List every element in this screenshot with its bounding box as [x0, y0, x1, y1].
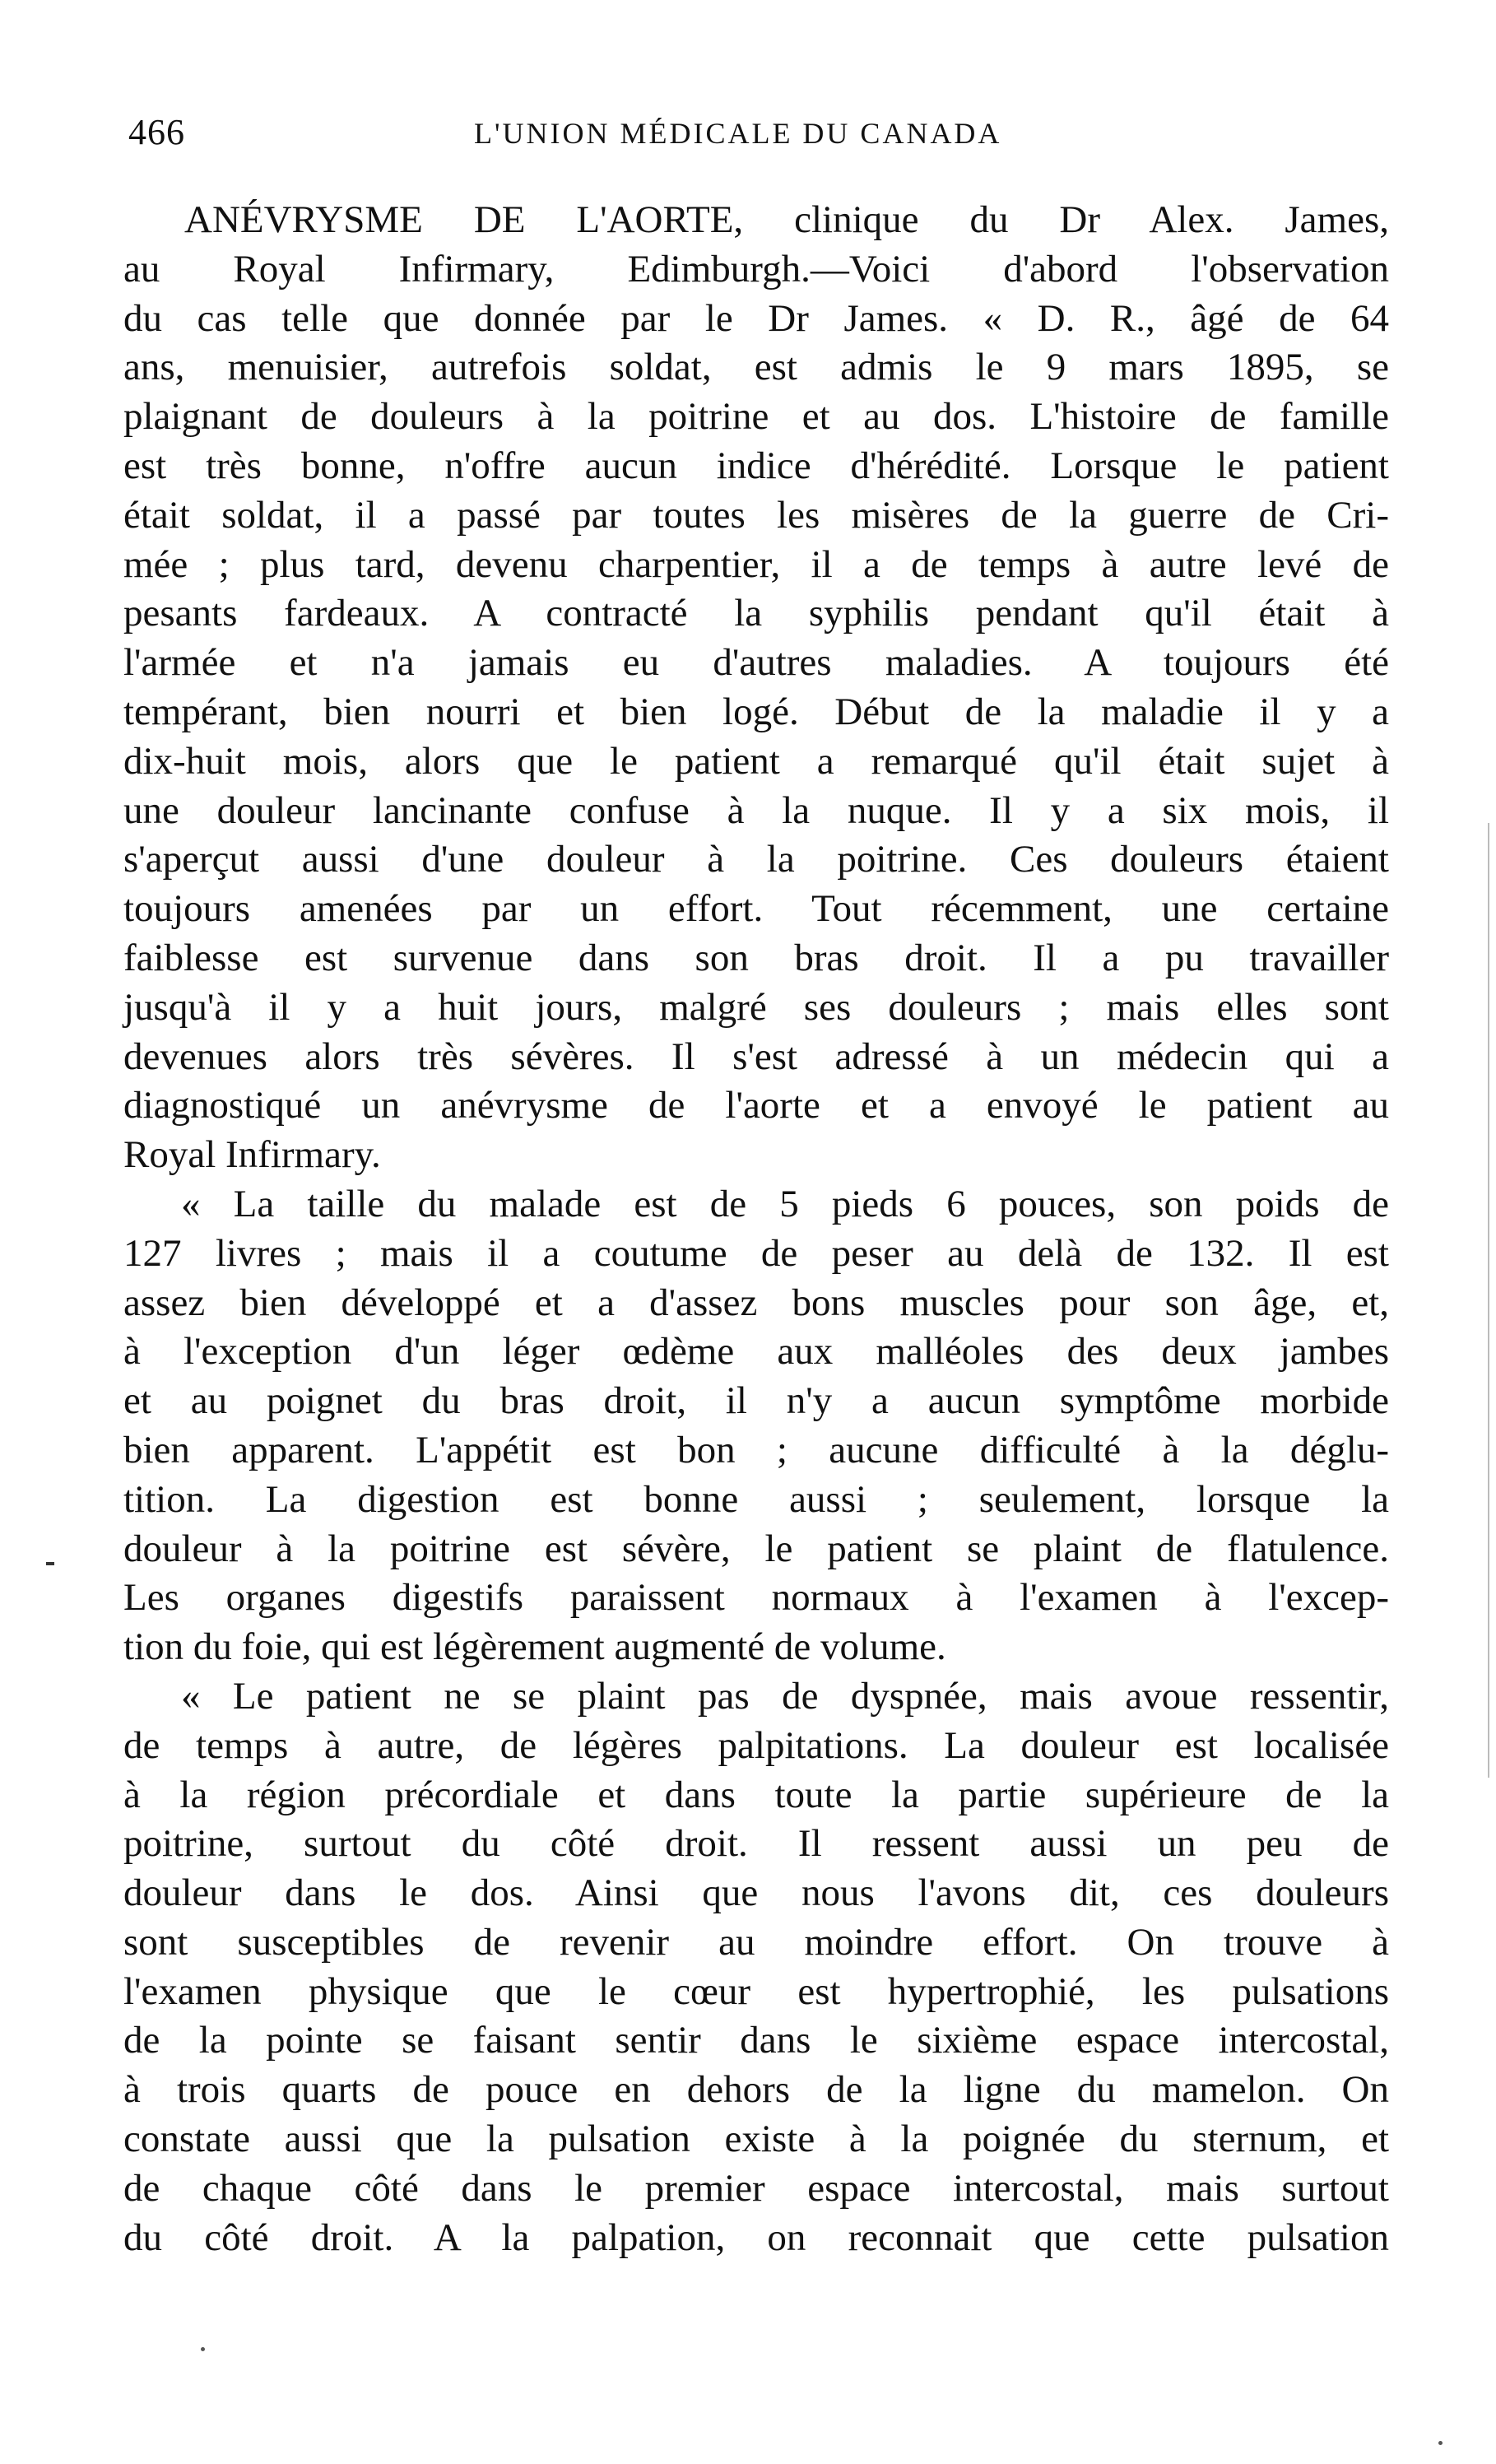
text-line: au Royal Infirmary, Edimburgh.—Voici d'abord l'observation: [123, 247, 1389, 291]
text-line: ans, menuisier, autrefois soldat, est admis le 9 mars 1895, se: [123, 346, 1389, 389]
text-line: Les organes digestifs paraissent normaux à l'examen à l'excep-: [123, 1576, 1389, 1620]
text-line: jusqu'à il y a huit jours, malgré ses douleurs ; mais elles sont: [123, 985, 1389, 1029]
text-line: à la région précordiale et dans toute la partie supérieure de la: [123, 1773, 1389, 1816]
text-line: douleur dans le dos. Ainsi que nous l'avons dit, ces douleurs: [123, 1871, 1389, 1915]
text-line: et au poignet du bras droit, il n'y a aucun symptôme morbide: [123, 1379, 1389, 1423]
text-line: tion du foie, qui est légèrement augmenté de volume.: [123, 1625, 946, 1669]
margin-dash-mark: [46, 1562, 54, 1565]
text-line: du côté droit. A la palpation, on reconnait que cette pulsation: [123, 2215, 1389, 2259]
ink-speck: [1438, 2441, 1443, 2445]
text-line: de temps à autre, de légères palpitations. La douleur est localisée: [123, 1723, 1389, 1767]
running-head: L'UNION MÉDICALE DU CANADA: [474, 117, 1002, 150]
text-line: s'aperçut aussi d'une douleur à la poitrine. Ces douleurs étaient: [123, 838, 1389, 881]
text-line: constate aussi que la pulsation existe à la poignée du sternum, et: [123, 2118, 1389, 2161]
text-line: tition. La digestion est bonne aussi ; seulement, lorsque la: [123, 1477, 1389, 1521]
text-line: de la pointe se faisant sentir dans le sixième espace intercostal,: [123, 2019, 1389, 2062]
text-line: faiblesse est survenue dans son bras droit. Il a pu travailler: [123, 936, 1389, 979]
page-header: [128, 111, 1396, 160]
text-line: une douleur lancinante confuse à la nuque. Il y a six mois, il: [123, 788, 1389, 832]
text-line: « La taille du malade est de 5 pieds 6 pouces, son poids de: [181, 1182, 1389, 1225]
text-line: « Le patient ne se plaint pas de dyspnée, mais avoue ressentir,: [181, 1674, 1389, 1718]
text-line: à trois quarts de pouce en dehors de la ligne du mamelon. On: [123, 2068, 1389, 2112]
text-line: de chaque côté dans le premier espace intercostal, mais surtout: [123, 2166, 1389, 2210]
text-line: du cas telle que donnée par le Dr James. « D. R., âgé de 64: [123, 296, 1389, 340]
text-line: toujours amenées par un effort. Tout récemment, une certaine: [123, 887, 1389, 931]
text-line: pesants fardeaux. A contracté la syphilis pendant qu'il était à: [123, 592, 1389, 635]
text-line: douleur à la poitrine est sévère, le patient se plaint de flatulence.: [123, 1527, 1389, 1570]
text-line: poitrine, surtout du côté droit. Il ressent aussi un peu de: [123, 1822, 1389, 1866]
text-line: était soldat, il a passé par toutes les misères de la guerre de Cri-: [123, 493, 1389, 537]
text-line: ANÉVRYSME DE L'AORTE, clinique du Dr Alex. James,: [184, 198, 1389, 241]
article-body: [123, 196, 1389, 2262]
text-line: assez bien développé et a d'assez bons muscles pour son âge, et,: [123, 1281, 1389, 1324]
text-line: est très bonne, n'offre aucun indice d'hérédité. Lorsque le patient: [123, 444, 1389, 487]
text-line: bien apparent. L'appétit est bon ; aucune difficulté à la déglu-: [123, 1428, 1389, 1471]
ink-speck: [201, 2347, 205, 2351]
text-line: diagnostiqué un anévrysme de l'aorte et a envoyé le patient au: [123, 1084, 1389, 1127]
text-line: plaignant de douleurs à la poitrine et au dos. L'histoire de famille: [123, 395, 1389, 439]
text-line: dix-huit mois, alors que le patient a remarqué qu'il était sujet à: [123, 739, 1389, 783]
text-line: l'armée et n'a jamais eu d'autres maladies. A toujours été: [123, 641, 1389, 685]
text-line: Royal Infirmary.: [123, 1133, 381, 1177]
text-line: tempérant, bien nourri et bien logé. Début de la maladie il y a: [123, 690, 1389, 733]
text-line: sont susceptibles de revenir au moindre effort. On trouve à: [123, 1920, 1389, 1964]
text-line: 127 livres ; mais il a coutume de peser au delà de 132. Il est: [123, 1231, 1389, 1275]
text-line: mée ; plus tard, devenu charpentier, il a de temps à autre levé de: [123, 542, 1389, 586]
page-number: 466: [128, 112, 185, 152]
scan-edge-shadow: [1488, 823, 1489, 1778]
text-line: devenues alors très sévères. Il s'est adressé à un médecin qui a: [123, 1034, 1389, 1078]
text-line: à l'exception d'un léger œdème aux malléoles des deux jambes: [123, 1330, 1389, 1374]
text-line: l'examen physique que le cœur est hypertrophié, les pulsations: [123, 1969, 1389, 2013]
